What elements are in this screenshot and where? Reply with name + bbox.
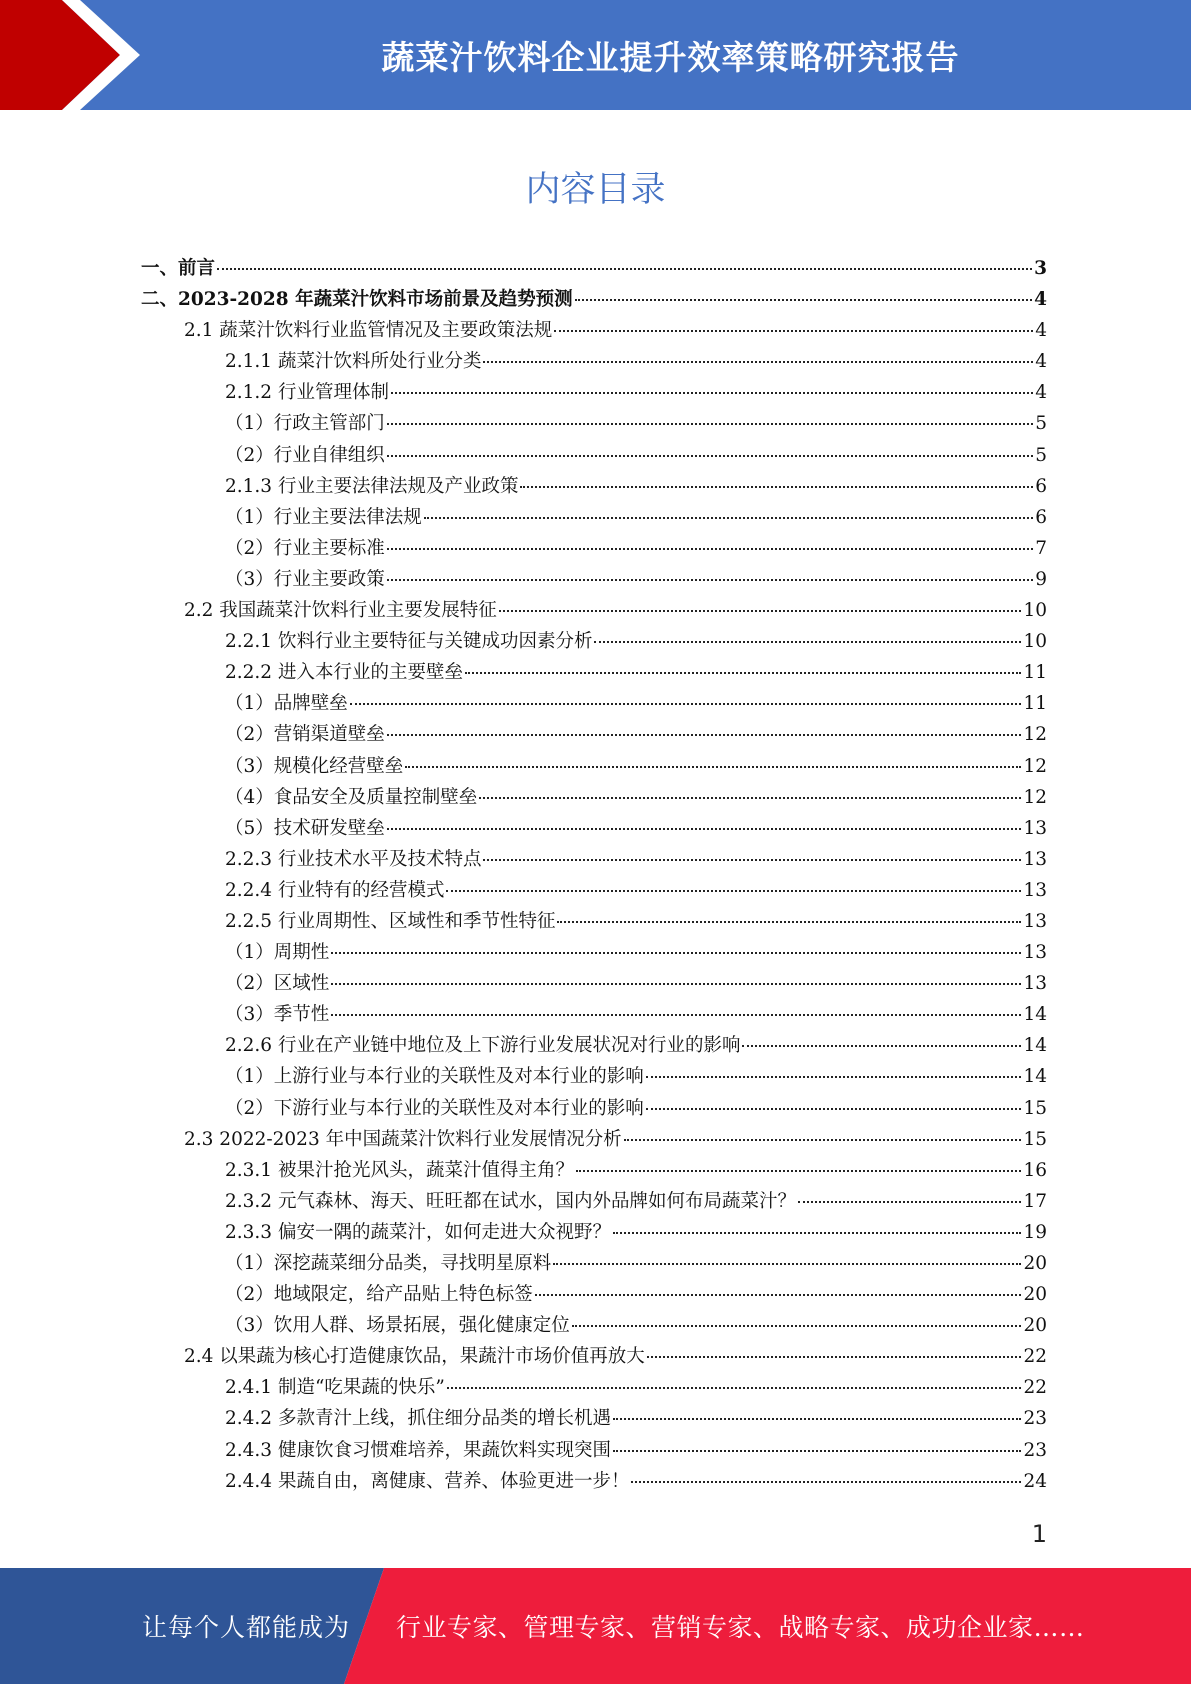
toc-entry-label: 2.3 2022-2023 年中国蔬菜汁饮料行业发展情况分析	[184, 1128, 622, 1150]
toc-dot-leader	[572, 1325, 1022, 1327]
toc-entry-label: 2.2.4 行业特有的经营模式	[225, 879, 445, 901]
toc-entry-label: （2）行业自律组织	[225, 444, 385, 466]
toc-entry-page: 6	[1035, 506, 1047, 528]
toc-dot-leader	[350, 703, 1022, 705]
toc-dot-leader	[424, 517, 1033, 519]
toc-entry-label: 二、2023-2028 年蔬菜汁饮料市场前景及趋势预测	[141, 289, 573, 311]
toc-entry[interactable]	[0, 1124, 1047, 1155]
toc-entry-page: 13	[1023, 848, 1047, 870]
toc-dot-leader	[575, 299, 1033, 301]
report-header	[0, 0, 1191, 110]
toc-entry[interactable]	[0, 1310, 1047, 1341]
toc-entry-label: （2）区域性	[225, 973, 330, 995]
toc-dot-leader	[391, 392, 1033, 394]
toc-dot-leader	[646, 1076, 1022, 1078]
toc-entry[interactable]	[0, 813, 1047, 844]
page-number: 1	[1031, 1520, 1047, 1548]
toc-entry-page: 10	[1023, 600, 1047, 622]
toc-dot-leader	[535, 1294, 1022, 1296]
toc-entry[interactable]	[0, 533, 1047, 564]
toc-entry-page: 4	[1035, 351, 1047, 373]
footer-slogan-left: 让每个人都能成为	[142, 1613, 351, 1642]
toc-dot-leader	[331, 1014, 1021, 1016]
toc-entry-label: 2.1.1 蔬菜汁饮料所处行业分类	[225, 351, 482, 373]
toc-entry[interactable]	[0, 782, 1047, 813]
toc-entry-label: 2.4.3 健康饮食习惯难培养，果蔬饮料实现突围	[225, 1439, 611, 1461]
toc-dot-leader	[387, 423, 1033, 425]
toc-entry-label: 2.2.1 饮料行业主要特征与关键成功因素分析	[225, 631, 593, 653]
toc-entry-page: 7	[1035, 537, 1047, 559]
toc-entry[interactable]	[0, 595, 1047, 626]
toc-entry-label: （3）季节性	[225, 1004, 330, 1026]
toc-entry-page: 6	[1035, 475, 1047, 497]
toc-entry-page: 16	[1023, 1159, 1047, 1181]
toc-entry-page: 14	[1023, 1066, 1047, 1088]
toc-dot-leader	[613, 1418, 1021, 1420]
toc-entry-label: 2.2.2 进入本行业的主要壁垒	[225, 662, 463, 684]
toc-entry[interactable]	[0, 471, 1047, 502]
toc-entry-label: 2.2 我国蔬菜汁饮料行业主要发展特征	[184, 600, 497, 622]
toc-dot-leader	[387, 455, 1033, 457]
toc-entry[interactable]	[0, 657, 1047, 688]
footer-slogan-right: 行业专家、管理专家、营销专家、战略专家、成功企业家……	[396, 1613, 1085, 1642]
toc-entry-label: （1）周期性	[225, 942, 330, 964]
toc-dot-leader	[798, 1201, 1021, 1203]
toc-dot-leader	[646, 1108, 1022, 1110]
toc-entry[interactable]	[0, 688, 1047, 719]
toc-entry[interactable]	[0, 719, 1047, 750]
toc-entry-page: 22	[1023, 1346, 1047, 1368]
toc-dot-leader	[647, 1356, 1022, 1358]
toc-entry[interactable]	[0, 1435, 1047, 1466]
toc-entry-page: 19	[1023, 1221, 1047, 1243]
toc-dot-leader	[387, 548, 1033, 550]
toc-dot-leader	[742, 1045, 1021, 1047]
toc-entry[interactable]	[0, 1155, 1047, 1186]
toc-dot-leader	[613, 1232, 1021, 1234]
toc-entry-label: （4）食品安全及质量控制壁垒	[225, 786, 478, 808]
toc-dot-leader	[387, 734, 1022, 736]
toc-entry-page: 4	[1035, 320, 1047, 342]
toc-entry-label: 2.4 以果蔬为核心打造健康饮品，果蔬汁市场价值再放大	[184, 1346, 645, 1368]
toc-entry-page: 23	[1023, 1408, 1047, 1430]
toc-entry[interactable]	[0, 1217, 1047, 1248]
toc-entry-page: 4	[1035, 382, 1047, 404]
toc-entry-page: 5	[1035, 413, 1047, 435]
toc-entry-page: 20	[1023, 1284, 1047, 1306]
toc-entry-page: 22	[1023, 1377, 1047, 1399]
toc-entry-page: 17	[1023, 1190, 1047, 1212]
toc-entry-label: 一、前言	[141, 258, 216, 279]
toc-entry-page: 10	[1023, 631, 1047, 653]
toc-entry[interactable]	[0, 377, 1047, 408]
toc-entry-page: 13	[1023, 817, 1047, 839]
toc-entry-page: 12	[1023, 786, 1047, 808]
toc-entry[interactable]	[0, 1093, 1047, 1124]
toc-entry-page: 4	[1034, 289, 1047, 311]
toc-heading: 内容目录	[525, 170, 666, 210]
toc-entry[interactable]	[0, 1186, 1047, 1217]
toc-entry[interactable]	[0, 937, 1047, 968]
toc-dot-leader	[465, 672, 1021, 674]
toc-entry[interactable]	[0, 440, 1047, 471]
toc-entry[interactable]	[0, 408, 1047, 439]
toc-dot-leader	[483, 859, 1021, 861]
toc-entry-page: 5	[1035, 444, 1047, 466]
toc-entry-label: 2.2.3 行业技术水平及技术特点	[225, 848, 482, 870]
toc-dot-leader	[387, 579, 1033, 581]
toc-entry-label: 2.3.3 偏安一隅的蔬菜汁，如何走进大众视野？	[225, 1221, 611, 1243]
toc-entry-label: （1）品牌壁垒	[225, 693, 348, 715]
toc-dot-leader	[217, 268, 1032, 270]
toc-dot-leader	[631, 1481, 1021, 1483]
toc-entry-page: 20	[1023, 1253, 1047, 1274]
toc-entry-label: 2.2.5 行业周期性、区域性和季节性特征	[225, 910, 556, 932]
toc-entry-label: （3）行业主要政策	[225, 568, 385, 590]
toc-dot-leader	[576, 1170, 1021, 1172]
toc-dot-leader	[387, 828, 1022, 830]
toc-entry[interactable]	[0, 502, 1047, 533]
toc-dot-leader	[613, 1450, 1021, 1452]
toc-entry-page: 3	[1034, 258, 1047, 279]
toc-entry-label: 2.4.2 多款青汁上线，抓住细分品类的增长机遇	[225, 1408, 611, 1430]
toc-entry[interactable]	[0, 1061, 1047, 1092]
report-footer	[0, 1568, 1191, 1684]
toc-entry-label: （1）行业主要法律法规	[225, 506, 422, 528]
toc-entry-label: 2.3.2 元气森林、海天、旺旺都在试水，国内外品牌如何布局蔬菜汁？	[225, 1190, 796, 1212]
toc-entry-page: 15	[1023, 1097, 1047, 1119]
toc-entry-label: （1）行政主管部门	[225, 413, 385, 435]
toc-entry[interactable]	[0, 1372, 1047, 1403]
toc-entry[interactable]	[0, 751, 1047, 782]
toc-entry[interactable]	[0, 626, 1047, 657]
toc-dot-leader	[447, 1387, 1022, 1389]
toc-dot-leader	[331, 983, 1021, 985]
toc-dot-leader	[499, 610, 1022, 612]
toc-dot-leader	[557, 921, 1021, 923]
toc-entry-page: 9	[1035, 568, 1047, 590]
toc-entry[interactable]	[0, 1279, 1047, 1310]
toc-entry-label: 2.1.2 行业管理体制	[225, 382, 389, 404]
toc-entry-label: 2.4.1 制造“吃果蔬的快乐”	[225, 1377, 445, 1399]
toc-dot-leader	[446, 890, 1021, 892]
toc-dot-leader	[331, 952, 1021, 954]
toc-entry[interactable]	[0, 844, 1047, 875]
report-title: 蔬菜汁饮料企业提升效率策略研究报告	[381, 37, 960, 77]
toc-entry-label: （2）地域限定，给产品贴上特色标签	[225, 1284, 533, 1306]
toc-entry-page: 13	[1023, 879, 1047, 901]
toc-entry-page: 14	[1023, 1035, 1047, 1057]
toc-entry-page: 11	[1023, 693, 1047, 715]
toc-entry[interactable]	[0, 968, 1047, 999]
toc-entry[interactable]	[0, 1341, 1047, 1372]
toc-dot-leader	[624, 1139, 1022, 1141]
toc-entry-page: 13	[1023, 942, 1047, 964]
toc-entry-label: 2.2.6 行业在产业链中地位及上下游行业发展状况对行业的影响	[225, 1035, 741, 1057]
toc-entry-label: （3）规模化经营壁垒	[225, 755, 404, 777]
toc-dot-leader	[594, 641, 1021, 643]
toc-entry[interactable]	[0, 284, 1047, 315]
toc-dot-leader	[520, 486, 1033, 488]
toc-entry-label: 2.3.1 被果汁抢光风头，蔬菜汁值得主角？	[225, 1159, 574, 1181]
toc-entry[interactable]	[0, 1030, 1047, 1061]
toc-dot-leader	[479, 797, 1021, 799]
toc-dot-leader	[554, 330, 1033, 332]
toc-entry-label: （1）深挖蔬菜细分品类，寻找明星原料	[225, 1253, 552, 1274]
toc-entry[interactable]	[0, 999, 1047, 1030]
toc-entry-page: 13	[1023, 910, 1047, 932]
toc-entry-label: （2）下游行业与本行业的关联性及对本行业的影响	[225, 1097, 644, 1119]
toc-entry[interactable]	[0, 1466, 1047, 1497]
toc-dot-leader	[405, 766, 1021, 768]
toc-entry-page: 14	[1023, 1004, 1047, 1026]
toc-entry-label: 2.1 蔬菜汁饮料行业监管情况及主要政策法规	[184, 320, 553, 342]
toc-entry-label: （2）营销渠道壁垒	[225, 724, 385, 746]
toc-entry-label: （1）上游行业与本行业的关联性及对本行业的影响	[225, 1066, 644, 1088]
toc-dot-leader	[553, 1263, 1021, 1265]
toc-entry-page: 11	[1023, 662, 1047, 684]
toc-entry-label: （5）技术研发壁垒	[225, 817, 385, 839]
toc-entry-page: 23	[1023, 1439, 1047, 1461]
toc-entry[interactable]	[0, 315, 1047, 346]
toc-entry-page: 13	[1023, 973, 1047, 995]
toc-dot-leader	[483, 361, 1033, 363]
toc-entry[interactable]	[0, 564, 1047, 595]
toc-entry-label: 2.4.4 果蔬自由，离健康、营养、体验更进一步！	[225, 1470, 630, 1492]
toc-entry-label: 2.1.3 行业主要法律法规及产业政策	[225, 475, 519, 497]
toc-entry-label: （3）饮用人群、场景拓展，强化健康定位	[225, 1315, 570, 1337]
toc-entry[interactable]	[0, 1248, 1047, 1279]
toc-entry-page: 12	[1023, 724, 1047, 746]
toc-entry[interactable]	[0, 346, 1047, 377]
toc-entry[interactable]	[0, 906, 1047, 937]
toc-entry[interactable]	[0, 1403, 1047, 1434]
toc-entry-label: （2）行业主要标准	[225, 537, 385, 559]
toc-entry-page: 15	[1023, 1128, 1047, 1150]
toc-entry-page: 20	[1023, 1315, 1047, 1337]
table-of-contents	[0, 253, 1191, 1497]
toc-entry-page: 24	[1023, 1470, 1047, 1492]
toc-entry[interactable]	[0, 253, 1047, 284]
toc-entry[interactable]	[0, 875, 1047, 906]
toc-entry-page: 12	[1023, 755, 1047, 777]
